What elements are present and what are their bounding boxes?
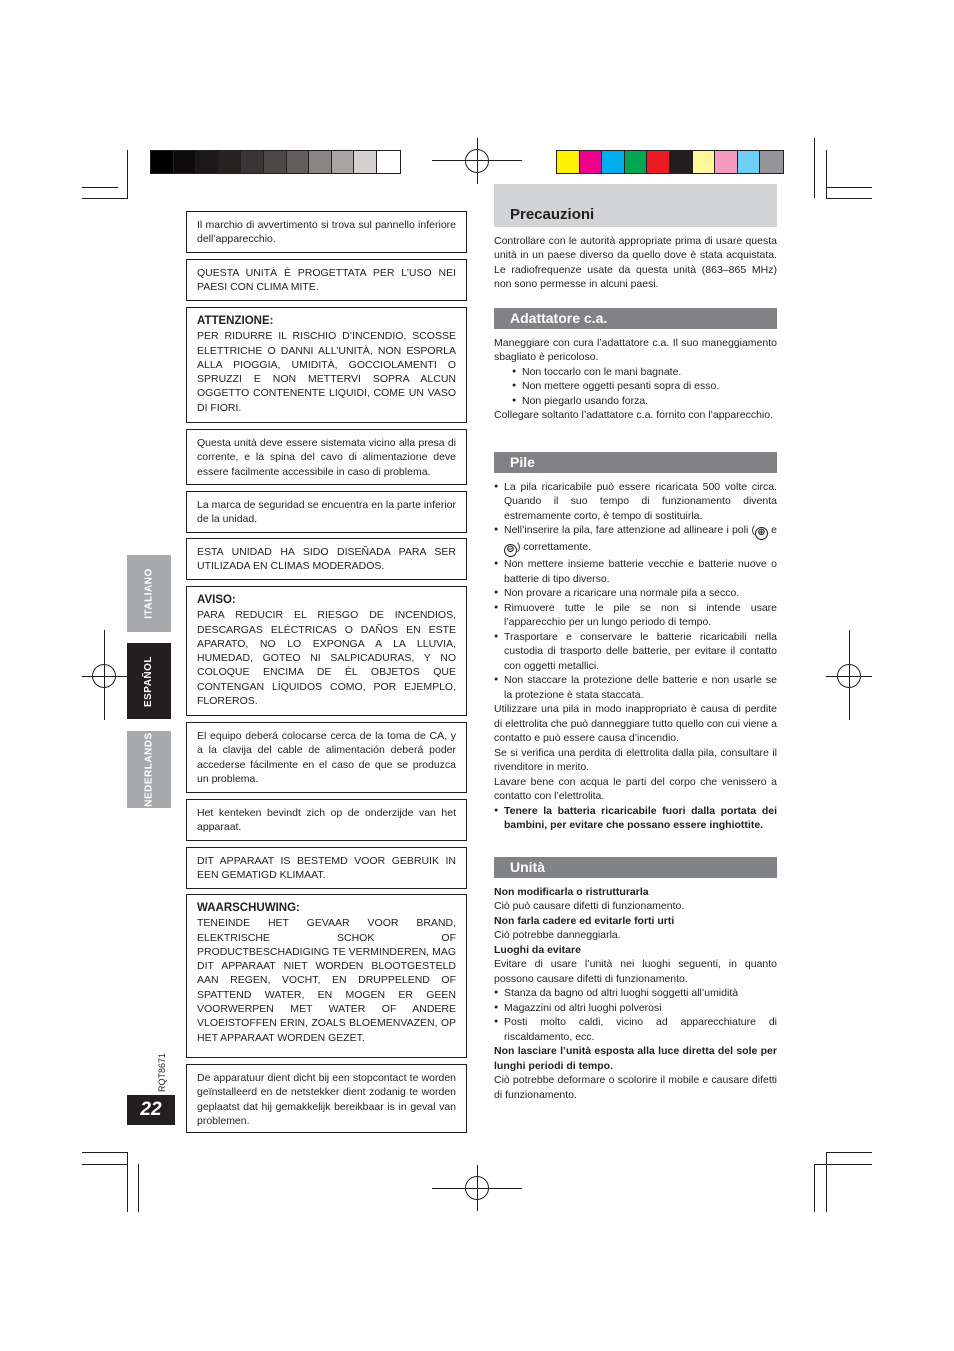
it-warning-text: PER RIDURRE IL RISCHIO D’INCENDIO, SCOSSE ELETTRICHE O DANNI ALL’UNITÀ, NON ESPORLA ALLA PIOGGIA, UMIDITÀ, GOCCIOLAMENTI O SPRUZZI E NON METTERVI SOPRA ALCUN OGGETTO CONTENENTE LIQUIDI, COME UN VASO DI FIORI. bbox=[197, 330, 456, 414]
color-swatch bbox=[715, 151, 738, 173]
unita-h2: Non farla cadere ed evitarle forti urti bbox=[494, 914, 675, 927]
pile-list-a bbox=[494, 480, 777, 703]
list-item: ● Non toccarlo con le mani bagnate. bbox=[512, 365, 777, 380]
color-swatch bbox=[287, 151, 310, 173]
adattatore-title: Adattatore c.a. bbox=[494, 308, 777, 329]
color-swatch bbox=[196, 151, 219, 173]
list-item: ● Non mettere insieme batterie vecchie e batterie nuove o batterie di tipo diverso. bbox=[494, 557, 777, 586]
section-adattatore bbox=[494, 308, 777, 423]
section-unita bbox=[494, 857, 777, 1102]
nl-climate-text: DIT APPARAAT IS BESTEMD VOOR GEBRUIK IN EEN GEMATIGD KLIMAAT. bbox=[197, 855, 456, 882]
grayscale-color-bar bbox=[150, 150, 401, 174]
color-swatch bbox=[693, 151, 716, 173]
color-swatch bbox=[557, 151, 580, 173]
it-climate-box bbox=[186, 259, 467, 301]
list-item: ● Trasportare e conservare le batterie ricaricabili nella custodia di trasporto delle batterie, per evitare il contatto con oggetti metallici. bbox=[494, 630, 777, 674]
unita-h1: Non modificarla o ristrutturarla bbox=[494, 885, 649, 898]
process-color-bar bbox=[556, 150, 784, 174]
list-item: ● Rimuovere tutte le pile se non si intende usare l’apparecchio per un lungo periodo di tempo. bbox=[494, 601, 777, 630]
nl-mark-text: Het kenteken bevindt zich op de onderzijde van het apparaat. bbox=[197, 807, 456, 834]
color-swatch bbox=[738, 151, 761, 173]
list-item: ● Non provare a ricaricare una normale pila a secco. bbox=[494, 586, 777, 601]
color-swatch bbox=[174, 151, 197, 173]
tab-italiano[interactable] bbox=[127, 555, 171, 632]
precauzioni-title: Precauzioni bbox=[494, 184, 777, 227]
nl-outlet-text: De apparatuur dient dicht bij een stopcontact te worden geïnstalleerd en de netstekker dient zodanig te worden geplaatst dat hij gemakkelijk bereikbaar is in geval van problemen. bbox=[197, 1072, 456, 1127]
unita-h3: Luoghi da evitare bbox=[494, 943, 581, 956]
es-climate-text: ESTA UNIDAD HA SIDO DISEÑADA PARA SER UTILIZADA EN CLIMAS MODERADOS. bbox=[197, 546, 456, 573]
precauzioni-body: Controllare con le autorità appropriate prima di usare questa unità in un paese diverso da quello dove è stata acquistata. Le radiofrequenze usate da questa unità (863–865 MHz) non sono permesse in alcuni paesi. bbox=[494, 234, 777, 290]
color-swatch bbox=[332, 151, 355, 173]
es-warning-box bbox=[186, 586, 467, 716]
section-pile bbox=[494, 452, 777, 833]
page-number: 22 bbox=[127, 1095, 175, 1125]
model-code: RQT8671 bbox=[157, 1052, 167, 1092]
nl-warning-text: TENEINDE HET GEVAAR VOOR BRAND, ELEKTRISCHE SCHOK OF PRODUCTBESCHADIGING TE VERMINDEREN, MAG DIT APPARAAT NIET WORDEN BLOOTGESTELD AAN REGEN, VOCHT, EN DRUPPELEND OF SPATTEND WATER, EN MOGEN ER GEEN VOORWERPEN MET WATER OF ANDERE VLOEISTOFFEN ERIN, ZOALS BLOEMENVAZEN, OP HET APPARAAT WORDEN GEZET. bbox=[197, 917, 456, 1044]
list-item: ● Non mettere oggetti pesanti sopra di esso. bbox=[512, 379, 777, 394]
tab-espanol-label: ESPAÑOL bbox=[143, 655, 155, 707]
pile-p3: Lavare bene con acqua le parti del corpo che venissero a contatto con l’elettrolita. bbox=[494, 775, 777, 802]
list-item: ● Non piegarlo usando forza. bbox=[512, 394, 777, 409]
list-item: ● Non staccare la protezione delle batterie e non usarle se la protezione è stata staccata. bbox=[494, 673, 777, 702]
unita-title: Unità bbox=[494, 857, 777, 878]
color-swatch bbox=[760, 151, 783, 173]
color-swatch bbox=[377, 151, 400, 173]
list-item: ● Posti molto caldi, vicino ad apparecchiature di riscaldamento, ecc. bbox=[494, 1015, 777, 1044]
pile-b2-b: e bbox=[767, 524, 777, 536]
nl-outlet-box bbox=[186, 1064, 467, 1133]
nl-mark-box bbox=[186, 799, 467, 841]
nl-climate-box bbox=[186, 847, 467, 889]
nl-warning-box bbox=[186, 894, 467, 1058]
it-outlet-text: Questa unità deve essere sistemata vicino alla presa di corrente, e la spina del cavo di alimentazione deve essere facilmente accessibile in caso di problema. bbox=[197, 437, 456, 478]
color-swatch bbox=[670, 151, 693, 173]
it-outlet-box bbox=[186, 429, 467, 485]
es-warning-text: PARA REDUCIR EL RIESGO DE INCENDIOS, DESCARGAS ELÉCTRICAS O DAÑOS EN ESTE APARATO, NO LO EXPONGA A LA LLUVIA, HUMEDAD, GOTEO NI SALPICADURAS, Y NO COLOQUE ENCIMA DE ÉL OBJETOS QUE CONTENGAN LÍQUIDOS COMO, POR EJEMPLO, FLOREROS. bbox=[197, 609, 456, 708]
color-swatch bbox=[625, 151, 648, 173]
unita-t4: Ciò potrebbe deformare o scolorire il mobile e causare difetti di funzionamento. bbox=[494, 1074, 777, 1101]
tab-italiano-label: ITALIANO bbox=[143, 568, 155, 619]
pile-b2-c: ) correttamente. bbox=[517, 541, 592, 553]
list-item: ● La pila ricaricabile può essere ricaricata 500 volte circa. Quando il suo tempo di funzionamento diventa estremamente corto, è tempo di sostituirla. bbox=[494, 480, 777, 524]
color-swatch bbox=[354, 151, 377, 173]
it-mark-text: Il marchio di avvertimento si trova sul pannello inferiore dell’apparecchio. bbox=[197, 219, 456, 246]
pile-list-b bbox=[494, 804, 777, 833]
tab-espanol[interactable] bbox=[127, 643, 171, 719]
it-mark-box bbox=[186, 211, 467, 253]
tab-nederlands[interactable] bbox=[127, 731, 171, 808]
pile-title: Pile bbox=[494, 452, 777, 473]
adattatore-list bbox=[494, 365, 777, 409]
it-warning-box bbox=[186, 307, 467, 423]
color-swatch bbox=[151, 151, 174, 173]
unita-t1: Ciò può causare difetti di funzionamento. bbox=[494, 900, 685, 912]
es-outlet-box bbox=[186, 722, 467, 793]
list-item bbox=[494, 523, 777, 557]
es-outlet-text: El equipo deberá colocarse cerca de la toma de CA, y a la clavija del cable de alimentación deberá poder accederse fácilmente en el caso de que se produzca un problema. bbox=[197, 730, 456, 785]
unita-h4: Non lasciare l’unità esposta alla luce diretta del sole per lunghi periodi di tempo. bbox=[494, 1045, 777, 1072]
tab-nederlands-label: NEDERLANDS bbox=[143, 732, 155, 807]
color-swatch bbox=[219, 151, 242, 173]
es-climate-box bbox=[186, 538, 467, 580]
unita-t3: Evitare di usare l’unità nei luoghi seguenti, in quanto possono causare difetti di funzionamento. bbox=[494, 958, 777, 985]
color-swatch bbox=[647, 151, 670, 173]
pile-b2-a: Nell’inserire la pila, fare attenzione ad allineare i poli ( bbox=[504, 524, 755, 536]
color-swatch bbox=[264, 151, 287, 173]
list-item: ● Stanza da bagno od altri luoghi soggetti all’umidità bbox=[494, 986, 777, 1001]
color-swatch bbox=[309, 151, 332, 173]
plus-pole-icon: ⊕ bbox=[755, 527, 768, 540]
unita-t2: Ciò potrebbe danneggiarla. bbox=[494, 929, 621, 941]
it-climate-text: QUESTA UNITÀ È PROGETTATA PER L’USO NEI PAESI CON CLIMA MITE. bbox=[197, 267, 456, 294]
adattatore-outro: Collegare soltanto l’adattatore c.a. fornito con l’apparecchio. bbox=[494, 409, 773, 421]
section-precauzioni bbox=[494, 184, 777, 292]
list-item: ● Tenere la batteria ricaricabile fuori dalla portata dei bambini, per evitare che possano essere inghiottite. bbox=[494, 804, 777, 833]
list-item: ● Magazzini od altri luoghi polverosi bbox=[494, 1001, 777, 1016]
color-swatch bbox=[602, 151, 625, 173]
color-swatch bbox=[580, 151, 603, 173]
es-mark-text: La marca de seguridad se encuentra en la parte inferior de la unidad. bbox=[197, 499, 456, 526]
adattatore-intro: Maneggiare con cura l’adattatore c.a. Il suo maneggiamento sbagliato è pericoloso. bbox=[494, 336, 777, 363]
es-mark-box bbox=[186, 491, 467, 533]
es-warning-heading: AVISO: bbox=[197, 594, 236, 606]
nl-warning-heading: WAARSCHUWING: bbox=[197, 902, 300, 914]
pile-p1: Utilizzare una pila in modo inappropriato è causa di perdite di elettrolita che può danneggiare tutto quello con cui viene a contatto e può essere causa d’incendio. bbox=[494, 703, 777, 744]
it-warning-heading: ATTENZIONE: bbox=[197, 315, 274, 327]
color-swatch bbox=[241, 151, 264, 173]
pile-p2: Se si verifica una perdita di elettrolita dalla pila, consultare il rivenditore in merito. bbox=[494, 746, 777, 773]
unita-list bbox=[494, 986, 777, 1044]
minus-pole-icon: ⊖ bbox=[504, 544, 517, 557]
